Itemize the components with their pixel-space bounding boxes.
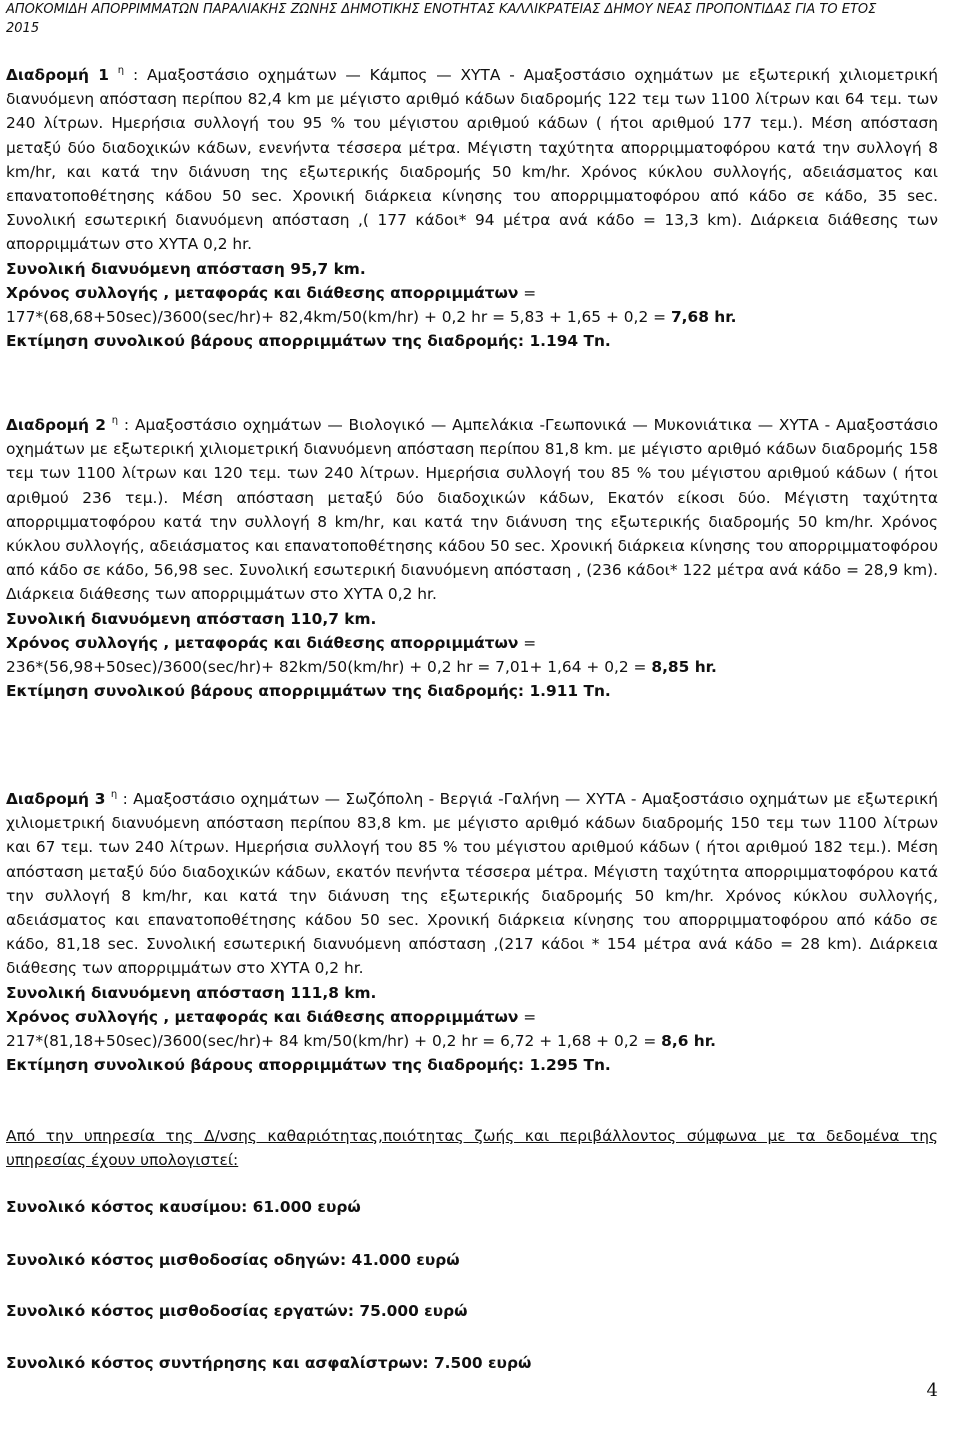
route-2-time-eq: = — [518, 633, 537, 652]
route-3-ordinal: η — [110, 789, 118, 800]
route-2-time-heading — [6, 631, 938, 655]
route-2-formula-result: 8,85 hr. — [651, 658, 717, 677]
cost-maintenance-insurance: Συνολικό κόστος συντήρησης και ασφαλίστρων: 7.500 ευρώ — [6, 1354, 532, 1372]
route-1-time-heading — [6, 281, 938, 305]
cost-drivers-payroll: Συνολικό κόστος μισθοδοσίας οδηγών: 41.000 ευρώ — [6, 1251, 460, 1269]
route-3-time-eq: = — [518, 1007, 537, 1026]
route-3-description — [6, 787, 938, 981]
route-1-time-label: Χρόνος συλλογής , μεταφοράς και διάθεσης απορριμμάτων — [6, 283, 519, 302]
route-1-formula: 177*(68,68+50sec)/3600(sec/hr)+ 82,4km/50(km/hr) + 0,2 hr = 5,83 + 1,65 + 0,2 = — [6, 308, 671, 327]
route-2-ordinal: η — [111, 415, 119, 426]
route-1-formula-line — [6, 305, 938, 329]
route-2-formula-line — [6, 655, 938, 679]
route-1-body: : Αμαξοστάσιο οχημάτων — Κάμπος — ΧΥΤΑ - Αμαξοστάσιο οχημάτων με εξωτερική χιλιομετρική διανυόμενη απόσταση περίπου 82,4 km με μέγιστο αριθμό κάδων διαδρομής 122 τεμ των 1100 λίτρων και 64 τεμ. των 240 λίτρων. Ημερήσια συλλογή του 95 % του μέγιστου αριθμού κάδων ( ήτοι αριθμού 177 τεμ.). Μέση απόσταση μεταξύ δύο διαδοχικών κάδων, ενενήντα τέσσερα μέτρα. Μέγιστη ταχύτητα απορριμματοφόρου κατά την συλλογή 8 km/hr, και κατά την διάνυση της εξωτερικής διαδρομής 50 km/hr. Χρόνος κύκλου συλλογής, αδειάσματος και επανατοποθέτησης κάδου 50 sec. Χρονική διάρκεια κίνησης του απορριμματοφόρου από κάδο σε κάδο, 35 sec. Συνολική εσωτερική διανυόμενη απόσταση ,( 177 κάδοι* 94 μέτρα ανά κάδο = 13,3 km). Διάρκεια διάθεσης των απορριμμάτων στο ΧΥΤΑ 0,2 hr. — [6, 66, 938, 254]
route-3-total-distance: Συνολική διανυόμενη απόσταση 111,8 km. — [6, 983, 377, 1002]
route-3-formula-result: 8,6 hr. — [661, 1032, 716, 1051]
route-2-section — [6, 413, 938, 703]
route-3-time-label: Χρόνος συλλογής , μεταφοράς και διάθεσης απορριμμάτων — [6, 1007, 519, 1026]
route-1-time-eq: = — [518, 283, 537, 302]
costs-intro: Από την υπηρεσία της Δ/νσης καθαριότητας,ποιότητας ζωής και περιβάλλοντος σύμφωνα με τα δεδομένα της υπηρεσίας έχουν υπολογιστεί: — [6, 1127, 938, 1169]
route-2-time-label: Χρόνος συλλογής , μεταφοράς και διάθεσης απορριμμάτων — [6, 633, 519, 652]
route-1-ordinal: η — [117, 65, 125, 76]
route-3-formula-line — [6, 1029, 938, 1053]
route-1-weight: Εκτίμηση συνολικού βάρους απορριμμάτων της διαδρομής: 1.194 Tn. — [6, 332, 611, 351]
route-3-section — [6, 787, 938, 1077]
route-2-body: : Αμαξοστάσιο οχημάτων — Βιολογικό — Αμπελάκια -Γεωπονικά — Μυκονιάτικα — ΧΥΤΑ - Αμαξοστάσιο οχημάτων με εξωτερική χιλιομετρική διανυόμενη απόσταση περίπου 81,8 km. με μέγιστο αριθμό κάδων διαδρομής 158 τεμ των 1100 λίτρων και 120 τεμ. των 240 λίτρων. Ημερήσια συλλογή του 85 % του μέγιστου αριθμού κάδων ( ήτοι αριθμού 236 τεμ.). Μέση απόσταση μεταξύ δύο διαδοχικών κάδων, Εκατόν είκοσι δύο. Μέγιστη ταχύτητα απορριμματοφόρου κατά την συλλογή 8 km/hr, και κατά την διάνυση της εξωτερικής διαδρομής 50 km/hr. Χρόνος κύκλου συλλογής, αδειάσματος και επανατοποθέτησης κάδου 50 sec. Χρονική διάρκεια κίνησης του απορριμματοφόρου από κάδο σε κάδο, 56,98 sec. Συνολική εσωτερική διανυόμενη απόσταση , (236 κάδοι* 122 μέτρα ανά κάδο = 28,9 km). Διάρκεια διάθεσης των απορριμμάτων στο ΧΥΤΑ 0,2 hr. — [6, 416, 938, 604]
cost-fuel: Συνολικό κόστος καυσίμου: 61.000 ευρώ — [6, 1198, 361, 1216]
route-3-body: : Αμαξοστάσιο οχημάτων — Σωζόπολη - Βεργιά -Γαλήνη — ΧΥΤΑ - Αμαξοστάσιο οχημάτων με εξωτερική χιλιομετρική διανυόμενη απόσταση περίπου 83,8 km. με μέγιστο αριθμό κάδων διαδρομής 150 τεμ των 1100 λίτρων και 67 τεμ. των 240 λίτρων. Ημερήσια συλλογή του 85 % του μέγιστου αριθμού κάδων ( ήτοι αριθμού 182 τεμ.). Μέση απόσταση μεταξύ δύο διαδοχικών κάδων, εκατόν πενήντα τέσσερα μέτρα. Μέγιστη ταχύτητα απορριμματοφόρου κατά την συλλογή 8 km/hr, και κατά την διάνυση της εξωτερικής διαδρομής 50 km/hr. Χρόνος κύκλου συλλογής, αδειάσματος και επανατοποθέτησης κάδου 50 sec. Χρονική διάρκεια κίνησης του απορριμματοφόρου από κάδο σε κάδο, 81,18 sec. Συνολική εσωτερική διανυόμενη απόσταση ,(217 κάδοι * 154 μέτρα ανά κάδο = 28 km). Διάρκεια διάθεσης των απορριμμάτων στο ΧΥΤΑ 0,2 hr. — [6, 790, 938, 978]
route-1-total-distance: Συνολική διανυόμενη απόσταση 95,7 km. — [6, 259, 366, 278]
route-3-formula: 217*(81,18+50sec)/3600(sec/hr)+ 84 km/50(km/hr) + 0,2 hr = 6,72 + 1,68 + 0,2 = — [6, 1032, 662, 1051]
cost-workers-payroll: Συνολικό κόστος μισθοδοσίας εργατών: 75.000 ευρώ — [6, 1302, 468, 1320]
route-2-formula: 236*(56,98+50sec)/3600(sec/hr)+ 82km/50(km/hr) + 0,2 hr = 7,01+ 1,64 + 0,2 = — [6, 658, 652, 677]
route-3-time-heading — [6, 1005, 938, 1029]
header-line-2: 2015 — [6, 21, 40, 36]
route-2-weight: Εκτίμηση συνολικού βάρους απορριμμάτων της διαδρομής: 1.911 Tn. — [6, 682, 611, 701]
header-line-1: ΑΠΟΚΟΜΙΔΗ ΑΠΟΡΡΙΜΜΑΤΩΝ ΠΑΡΑΛΙΑΚΗΣ ΖΩΝΗΣ ΔΗΜΟΤΙΚΗΣ ΕΝΟΤΗΤΑΣ ΚΑΛΛΙΚΡΑΤΕΙΑΣ ΔΗΜΟΥ ΝΕΑΣ ΠΡΟΠΟΝΤΙΔΑΣ ΓΙΑ ΤΟ ΕΤΟΣ — [6, 2, 877, 17]
route-1-title: Διαδρομή 1 — [6, 66, 109, 84]
route-2-description — [6, 413, 938, 607]
route-1-formula-result: 7,68 hr. — [670, 308, 737, 327]
route-1-description — [6, 63, 938, 257]
running-header — [6, 0, 956, 38]
route-3-title: Διαδρομή 3 — [6, 790, 106, 808]
route-2-title: Διαδρομή 2 — [6, 416, 106, 434]
route-1-section — [6, 63, 938, 353]
route-2-total-distance: Συνολική διανυόμενη απόσταση 110,7 km. — [6, 609, 377, 628]
route-3-weight: Εκτίμηση συνολικού βάρους απορριμμάτων της διαδρομής: 1.295 Tn. — [6, 1056, 611, 1075]
page-number: 4 — [926, 1380, 938, 1401]
